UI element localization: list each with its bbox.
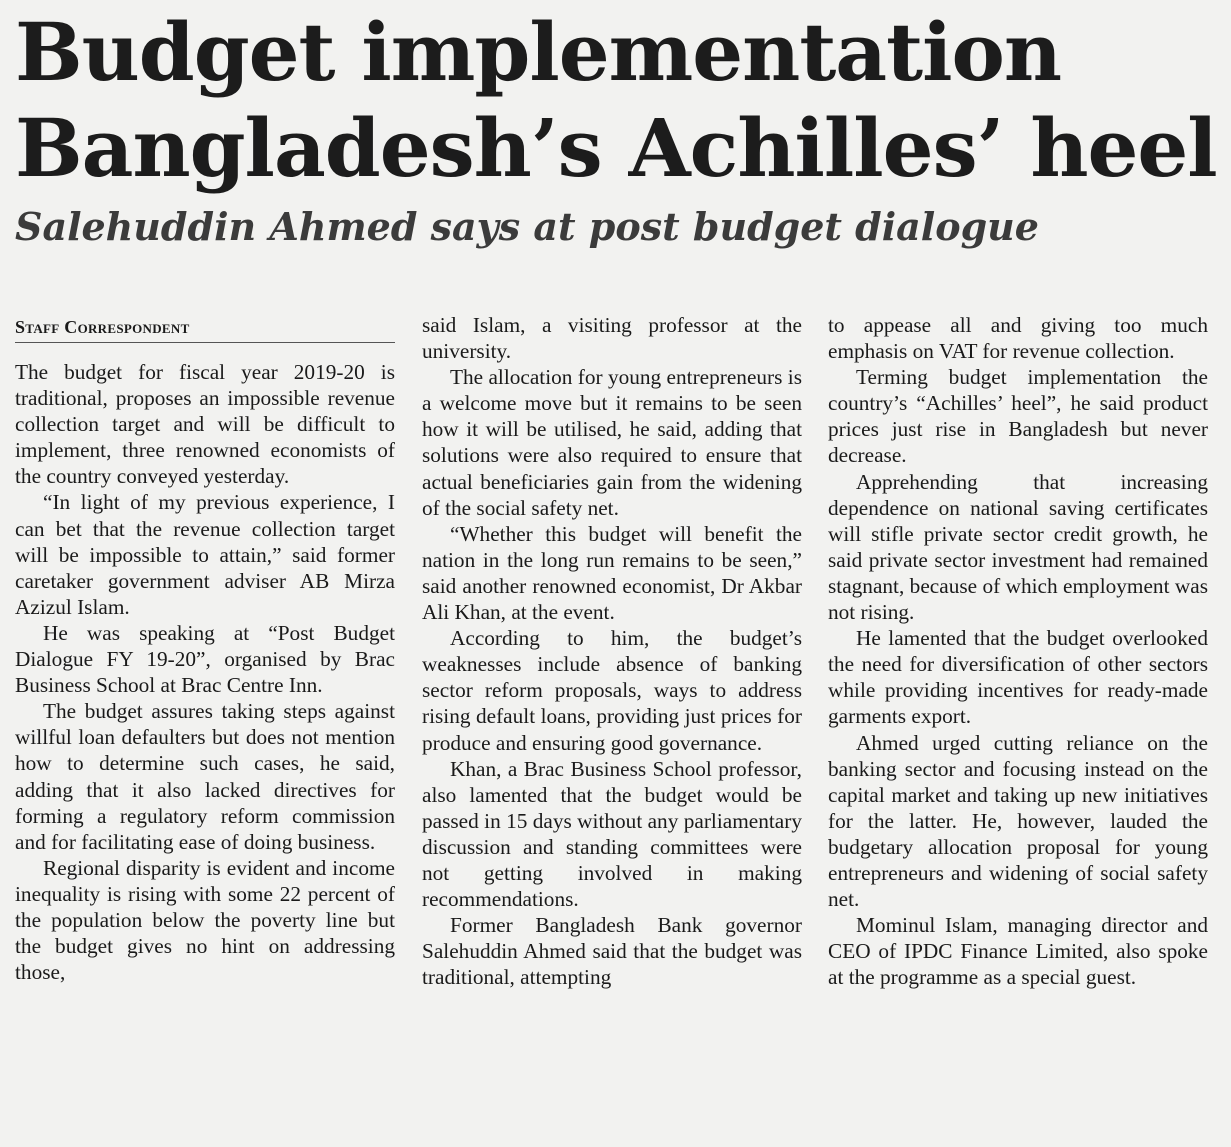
headline-line-2: Bangladesh’s Achilles’ heel: [15, 101, 1217, 195]
column-2: [422, 312, 802, 990]
paragraph: Ahmed urged cutting reliance on the banking sector and focusing instead on the capital market and taking up new initiatives for the latter. He, however, lauded the budgetary allocation proposal for young entrepreneurs and widening of social safety net.: [828, 730, 1208, 912]
subheadline: Salehuddin Ahmed says at post budget dialogue: [15, 204, 1039, 249]
paragraph: The allocation for young entrepreneurs is a welcome move but it remains to be seen how it will be utilised, he said, adding that solutions were also required to ensure that actual beneficiaries gain from the widening of the social safety net.: [422, 365, 802, 520]
paragraph: The budget for fiscal year 2019-20 is traditional, proposes an impossible revenue collection target and will be difficult to implement, three renowned economists of the country conveyed yesterday.: [15, 360, 395, 489]
paragraph: Mominul Islam, managing director and CEO of IPDC Finance Limited, also spoke at the programme as a special guest.: [828, 913, 1208, 990]
column-3: [828, 312, 1208, 990]
paragraph: He was speaking at “Post Budget Dialogue FY 19-20”, organised by Brac Business School at Brac Centre Inn.: [15, 620, 395, 698]
paragraph: Regional disparity is evident and income inequality is rising with some 22 percent of the population below the poverty line but the budget gives no hint on addressing those,: [15, 855, 395, 985]
paragraph: “Whether this budget will benefit the nation in the long run remains to be seen,” said another renowned economist, Dr Akbar Ali Khan, at the event.: [422, 521, 802, 625]
paragraph: Terming budget implementation the country’s “Achilles’ heel”, he said product prices just rise in Bangladesh but never decrease.: [828, 365, 1208, 468]
paragraph: Former Bangladesh Bank governor Salehuddin Ahmed said that the budget was traditional, attempting: [422, 913, 802, 990]
paragraph: “In light of my previous experience, I can bet that the revenue collection target will be impossible to attain,” said former caretaker government adviser AB Mirza Azizul Islam.: [15, 490, 395, 619]
paragraph: said Islam, a visiting professor at the university.: [422, 313, 802, 364]
paragraph: According to him, the budget’s weaknesses include absence of banking sector reform proposals, ways to address rising default loans, providing just prices for produce and ensuring good governance.: [422, 626, 802, 755]
headline: [15, 0, 1216, 196]
paragraph: to appease all and giving too much emphasis on VAT for revenue collection.: [828, 313, 1208, 364]
column-1: [15, 312, 395, 985]
article-body: [15, 312, 1211, 1142]
headline-line-1: Budget implementation: [15, 5, 1061, 99]
paragraph: He lamented that the budget overlooked the need for diversification of other sectors while providing incentives for ready-made garments export.: [828, 626, 1208, 729]
paragraph: Apprehending that increasing dependence on national saving certificates will stifle private sector credit growth, he said private sector investment had remained stagnant, because of which employment was not rising.: [828, 469, 1208, 625]
byline: Staff Correspondent: [15, 312, 395, 343]
paragraph: Khan, a Brac Business School professor, also lamented that the budget would be passed in 15 days without any parliamentary discussion and standing committees were not getting involved in making recommendations.: [422, 756, 802, 912]
paragraph: The budget assures taking steps against willful loan defaulters but does not mention how to determine such cases, he said, adding that it also lacked directives for forming a regulatory reform commission and for facilitating ease of doing business.: [15, 699, 395, 854]
